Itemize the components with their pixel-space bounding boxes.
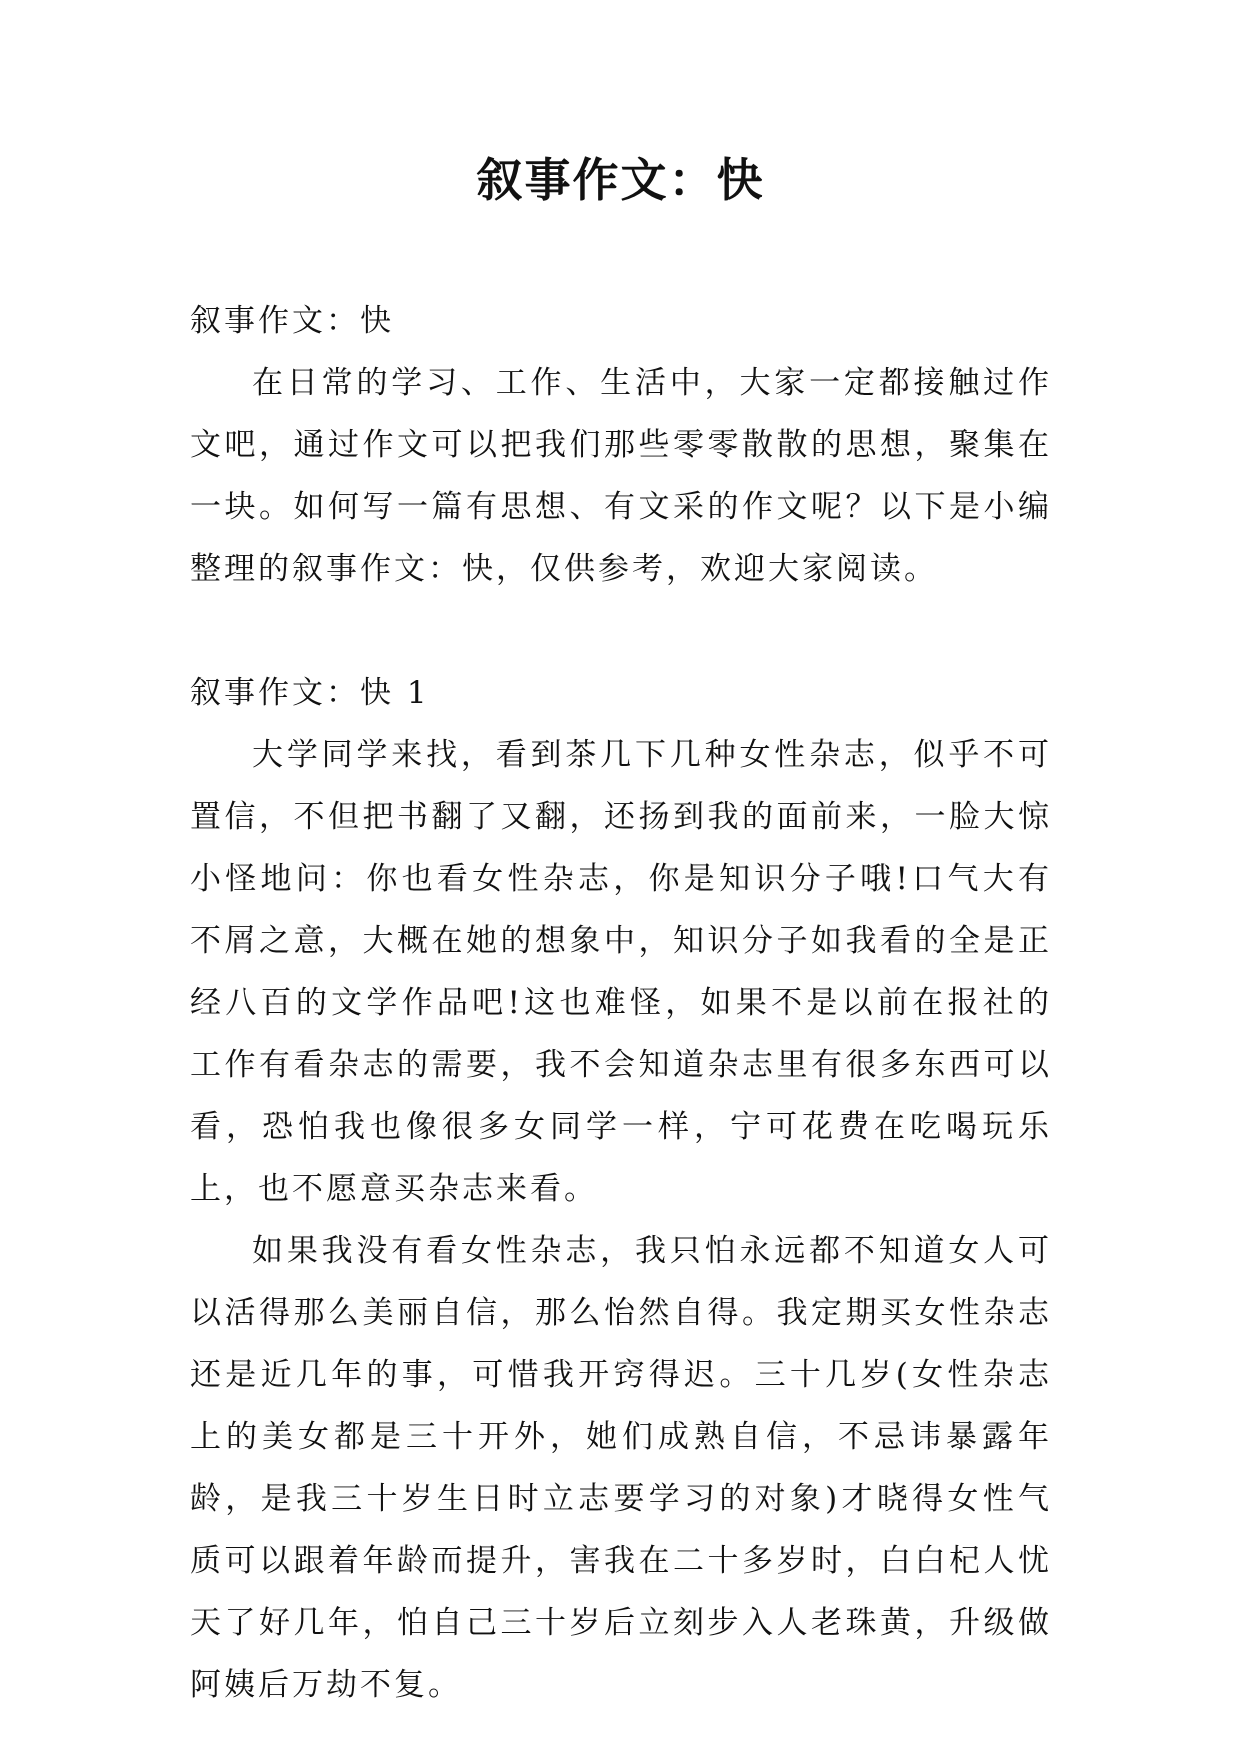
section-spacer xyxy=(190,600,1052,662)
essay-paragraph: 如果我没有看女性杂志，我只怕永远都不知道女人可以活得那么美丽自信，那么怡然自得。我定期买女性杂志还是近几年的事，可惜我开窍得迟。三十几岁(女性杂志上的美女都是三十开外，她们成熟自信，不忌讳暴露年龄，是我三十岁生日时立志要学习的对象)才晓得女性气质可以跟着年龄而提升，害我在二十多岁时，白白杞人忧天了好几年，怕自己三十岁后立刻步入人老珠黄，升级做阿姨后万劫不复。 xyxy=(190,1233,1052,1703)
intro-section xyxy=(190,290,1052,600)
document-title: 叙事作文：快 xyxy=(476,153,765,207)
essay-section-1 xyxy=(190,662,1052,1716)
essay-paragraph: 大学同学来找，看到茶几下几种女性杂志，似乎不可置信，不但把书翻了又翻，还扬到我的面前来，一脸大惊小怪地问：你也看女性杂志，你是知识分子哦!口气大有不屑之意，大概在她的想象中，知识分子如我看的全是正经八百的文学作品吧!这也难怪，如果不是以前在报社的工作有看杂志的需要，我不会知道杂志里有很多东西可以看，恐怕我也像很多女同学一样，宁可花费在吃喝玩乐上，也不愿意买杂志来看。 xyxy=(190,737,1052,1207)
intro-paragraph: 在日常的学习、工作、生活中，大家一定都接触过作文吧，通过作文可以把我们那些零零散散的思想，聚集在一块。如何写一篇有思想、有文采的作文呢？以下是小编整理的叙事作文：快，仅供参考，欢迎大家阅读。 xyxy=(190,365,1052,587)
section-heading: 叙事作文：快 xyxy=(190,303,394,339)
document-body xyxy=(190,290,1052,1716)
section-heading: 叙事作文：快 1 xyxy=(190,675,430,711)
